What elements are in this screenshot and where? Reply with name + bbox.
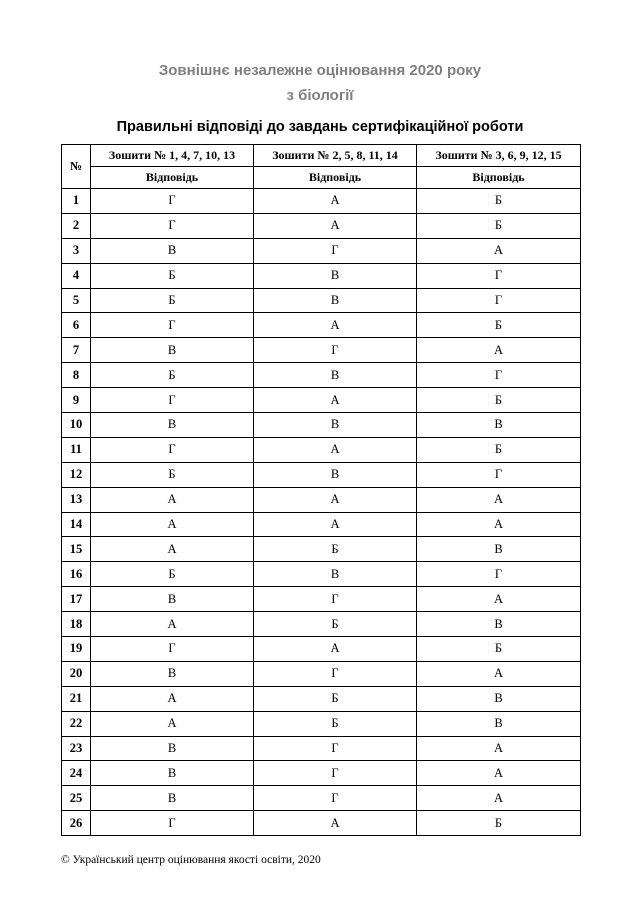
answer-cell: А (91, 711, 254, 736)
page-title: Зовнішнє незалежне оцінювання 2020 року (158, 62, 482, 79)
answer-cell: А (417, 661, 581, 686)
question-number: 20 (62, 661, 91, 686)
answer-cell: В (254, 363, 417, 388)
answer-cell: Б (91, 363, 254, 388)
answer-cell: А (254, 388, 417, 413)
table-row (62, 363, 581, 388)
answer-header: Відповідь (91, 167, 254, 189)
table-row (62, 189, 581, 214)
table-row (62, 413, 581, 438)
question-number: 22 (62, 711, 91, 736)
answer-cell: Б (254, 537, 417, 562)
answer-cell: В (91, 661, 254, 686)
table-row (62, 388, 581, 413)
question-number: 12 (62, 462, 91, 487)
answer-cell: В (254, 288, 417, 313)
answer-cell: Г (417, 363, 581, 388)
answer-cell: А (91, 612, 254, 637)
table-row (62, 686, 581, 711)
table-row (62, 786, 581, 811)
answer-header: Відповідь (417, 167, 581, 189)
answer-cell: Б (417, 213, 581, 238)
answer-cell: Г (254, 661, 417, 686)
table-row (62, 437, 581, 462)
table-row (62, 213, 581, 238)
table-row (62, 288, 581, 313)
answer-cell: А (91, 512, 254, 537)
table-row (62, 238, 581, 263)
answer-cell: А (417, 587, 581, 612)
answer-cell: Г (417, 562, 581, 587)
copyright-footer: © Український центр оцінювання якості освіти, 2020 (61, 854, 321, 866)
answer-cell: В (91, 238, 254, 263)
answer-cell: Б (417, 189, 581, 214)
group-header: Зошити № 2, 5, 8, 11, 14 (254, 145, 417, 167)
table-row (62, 263, 581, 288)
answer-cell: Б (91, 263, 254, 288)
answer-cell: Г (91, 313, 254, 338)
answer-cell: В (417, 612, 581, 637)
question-number: 3 (62, 238, 91, 263)
answer-cell: Г (417, 462, 581, 487)
answer-cell: В (254, 263, 417, 288)
answer-cell: А (417, 761, 581, 786)
question-number: 8 (62, 363, 91, 388)
answer-cell: В (417, 537, 581, 562)
table-row (62, 537, 581, 562)
answer-cell: В (91, 786, 254, 811)
table-row (62, 462, 581, 487)
answer-cell: Г (417, 263, 581, 288)
answer-cell: Г (417, 288, 581, 313)
answer-cell: Г (91, 213, 254, 238)
answer-cell: В (91, 413, 254, 438)
answer-cell: В (254, 413, 417, 438)
answer-cell: А (417, 736, 581, 761)
answer-cell: В (91, 338, 254, 363)
answer-cell: В (91, 761, 254, 786)
question-number: 9 (62, 388, 91, 413)
table-row (62, 562, 581, 587)
answer-cell: Г (254, 786, 417, 811)
answer-cell: Г (254, 238, 417, 263)
answer-cell: Б (417, 388, 581, 413)
question-number: 15 (62, 537, 91, 562)
question-number: 23 (62, 736, 91, 761)
answer-cell: В (417, 413, 581, 438)
table-row (62, 487, 581, 512)
answer-cell: В (91, 587, 254, 612)
question-number: 13 (62, 487, 91, 512)
answer-cell: А (91, 487, 254, 512)
answer-cell: Г (91, 637, 254, 662)
page-title-subject: з біології (286, 87, 354, 104)
question-number: 5 (62, 288, 91, 313)
table-row (62, 811, 581, 836)
answer-cell: А (417, 786, 581, 811)
question-number: 11 (62, 437, 91, 462)
table-row (62, 612, 581, 637)
answer-cell: Г (91, 437, 254, 462)
answer-cell: Г (91, 388, 254, 413)
group-header: Зошити № 3, 6, 9, 12, 15 (417, 145, 581, 167)
question-number: 4 (62, 263, 91, 288)
answer-cell: Б (91, 562, 254, 587)
table-subheader-row (62, 167, 581, 189)
answer-cell: А (417, 487, 581, 512)
question-number: 16 (62, 562, 91, 587)
answer-cell: В (254, 562, 417, 587)
answer-cell: В (417, 686, 581, 711)
answer-cell: А (91, 537, 254, 562)
question-number: 17 (62, 587, 91, 612)
answer-cell: А (254, 637, 417, 662)
group-header: Зошити № 1, 4, 7, 10, 13 (91, 145, 254, 167)
table-row (62, 637, 581, 662)
question-number: 7 (62, 338, 91, 363)
answer-cell: Г (91, 811, 254, 836)
table-row (62, 587, 581, 612)
answer-cell: Б (417, 313, 581, 338)
answer-cell: Б (91, 288, 254, 313)
table-header-row (62, 145, 581, 167)
table-row (62, 512, 581, 537)
table-row (62, 313, 581, 338)
answer-cell: А (417, 338, 581, 363)
question-number: 25 (62, 786, 91, 811)
table-row (62, 736, 581, 761)
answer-cell: А (254, 313, 417, 338)
question-number: 24 (62, 761, 91, 786)
answer-cell: Б (91, 462, 254, 487)
answer-cell: Г (254, 761, 417, 786)
question-number: 1 (62, 189, 91, 214)
answer-cell: А (254, 811, 417, 836)
answer-cell: А (254, 437, 417, 462)
answer-cell: Г (254, 338, 417, 363)
answer-cell: Б (254, 686, 417, 711)
question-number: 26 (62, 811, 91, 836)
answer-cell: А (254, 512, 417, 537)
question-number: 18 (62, 612, 91, 637)
answers-table-body (62, 189, 581, 836)
table-row (62, 711, 581, 736)
question-number-header: № (62, 145, 91, 189)
answers-table (61, 144, 581, 836)
answer-cell: Г (91, 189, 254, 214)
answer-cell: Г (254, 587, 417, 612)
question-number: 19 (62, 637, 91, 662)
answer-cell: А (254, 487, 417, 512)
answer-cell: В (417, 711, 581, 736)
answer-cell: А (417, 238, 581, 263)
answer-cell: Б (417, 637, 581, 662)
table-row (62, 661, 581, 686)
answer-cell: Б (417, 811, 581, 836)
question-number: 14 (62, 512, 91, 537)
answer-cell: В (254, 462, 417, 487)
question-number: 2 (62, 213, 91, 238)
answer-cell: А (91, 686, 254, 711)
question-number: 6 (62, 313, 91, 338)
answer-cell: Г (254, 736, 417, 761)
answer-cell: В (91, 736, 254, 761)
answer-cell: Б (417, 437, 581, 462)
answer-cell: Б (254, 612, 417, 637)
answer-cell: А (254, 189, 417, 214)
page-subtitle: Правильні відповіді до завдань сертифікаційної роботи (116, 119, 524, 135)
answer-cell: А (417, 512, 581, 537)
answer-header: Відповідь (254, 167, 417, 189)
table-row (62, 338, 581, 363)
question-number: 10 (62, 413, 91, 438)
question-number: 21 (62, 686, 91, 711)
table-row (62, 761, 581, 786)
answer-cell: А (254, 213, 417, 238)
answer-cell: Б (254, 711, 417, 736)
